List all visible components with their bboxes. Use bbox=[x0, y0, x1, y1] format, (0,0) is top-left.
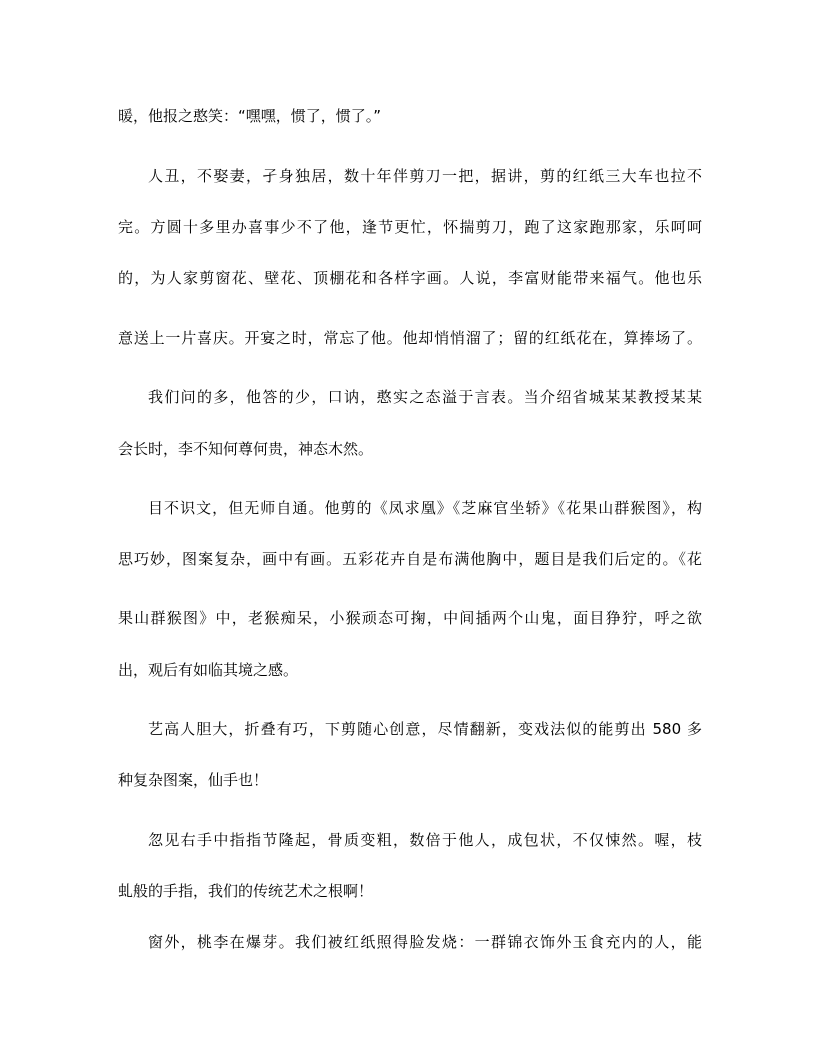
text-line: 会长时，李不知何尊何贵，神态木然。 bbox=[118, 440, 374, 458]
text-line: 出，观后有如临其境之感。 bbox=[118, 661, 299, 679]
text-line: 目不识文，但无师自通。他剪的《凤求凰》《芝麻官坐轿》《花果山群猴图》，构 bbox=[148, 499, 702, 517]
text-line: 窗外，桃李在爆芽。我们被红纸照得脸发烧：一群锦衣饰外玉食充内的人，能 bbox=[148, 933, 702, 951]
text-line: 意送上一片喜庆。开宴之时，常忘了他。他却悄悄溜了；留的红纸花在，算捧场了。 bbox=[118, 329, 702, 347]
text-line: 完。方圆十多里办喜事少不了他，逢节更忙，怀揣剪刀，跑了这家跑那家，乐呵呵 bbox=[118, 218, 702, 236]
text-line: 暖，他报之憨笑：“嘿嘿，惯了，惯了。” bbox=[118, 107, 382, 125]
text-line: 的，为人家剪窗花、壁花、顶棚花和各样字画。人说，李富财能带来福气。他也乐 bbox=[118, 269, 702, 287]
text-line: 艺高人胆大，折叠有巧，下剪随心创意，尽情翻新，变戏法似的能剪出 580 多 bbox=[148, 720, 702, 738]
text-line: 忽见右手中指指节隆起，骨质变粗，数倍于他人，成包状，不仅悚然。喔，枝 bbox=[148, 831, 702, 849]
text-line: 我们问的多，他答的少，口讷，憨实之态溢于言表。当介绍省城某某教授某某 bbox=[148, 388, 702, 406]
text-line: 果山群猴图》中，老猴痴呆，小猴顽态可掬，中间插两个山鬼，面目狰狞，呼之欲 bbox=[118, 609, 702, 627]
text-line: 虬般的手指，我们的传统艺术之根啊！ bbox=[118, 882, 374, 900]
text-line: 人丑，不娶妻，孑身独居，数十年伴剪刀一把，据讲，剪的红纸三大车也拉不 bbox=[148, 167, 702, 185]
text-line: 思巧妙，图案复杂，画中有画。五彩花卉自是布满他胸中，题目是我们后定的。《花 bbox=[118, 550, 702, 568]
text-line: 种复杂图案，仙手也！ bbox=[118, 771, 269, 789]
